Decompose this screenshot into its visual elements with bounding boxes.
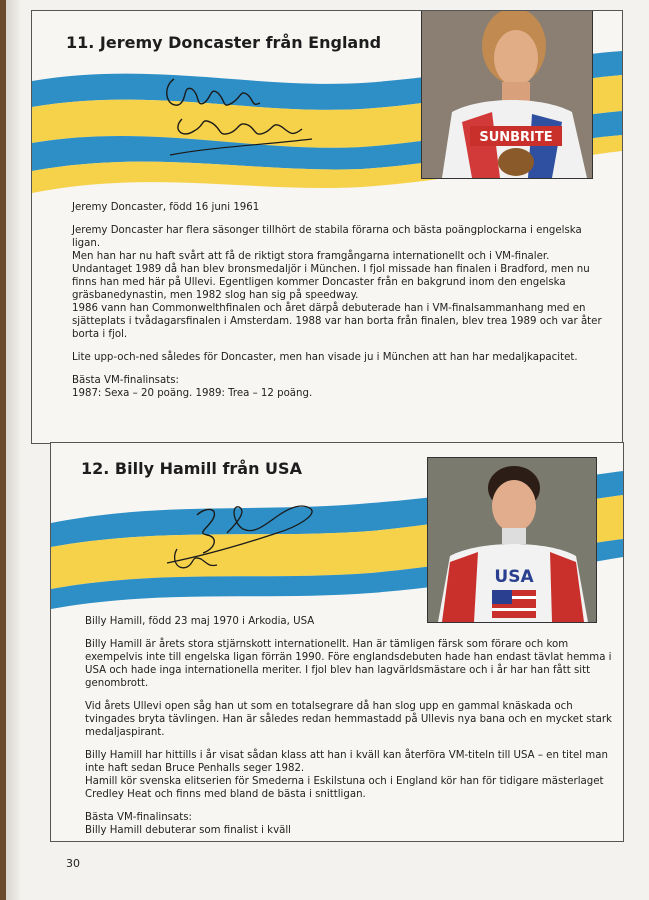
page-number: 30 xyxy=(66,857,80,870)
rider-portrait-icon xyxy=(422,10,592,178)
rider-photo-doncaster xyxy=(421,10,593,179)
page-fold-shadow xyxy=(6,0,20,900)
bio-paragraph: Vid årets Ullevi open såg han ut som en totalsegrare då han slog upp en gammal knäskada och tvingades bryta tävlingen. Han är således redan hemmastadd på Ullevis nya bana och en mycket stark medaljaspirant. xyxy=(85,701,612,738)
svg-text:SUNBRITE: SUNBRITE xyxy=(479,130,553,145)
autograph-signature xyxy=(152,67,322,167)
rider-portrait-icon xyxy=(428,458,596,622)
bio-paragraph: Hamill kör svenska elitserien för Smederna i Eskilstuna och i England kör han för tidigare mästerlaget Credley Heat och finns med bland de bästa i snittligan. xyxy=(85,776,604,800)
svg-text:USA: USA xyxy=(494,567,534,587)
best-result-label: Bästa VM-finalinsats: xyxy=(72,375,179,386)
best-result-label: Bästa VM-finalinsats: xyxy=(85,812,192,823)
rider-card-doncaster xyxy=(31,10,623,444)
bio-paragraph: Jeremy Doncaster har flera säsonger tillhört de stabila förarna och bästa poängplockarna i engelska ligan. xyxy=(72,225,582,249)
bio-paragraph: Billy Hamill är årets stora stjärnskott internationellt. Han är tämligen färsk som förare och kom exempelvis inte till engelska ligan förrän 1990. Före englandsdebuten hade han endast tävlat hemma i USA och hade inga internationella meriter. I fjol blev han lagvärldsmästare och i år har han fått sitt genombrott. xyxy=(85,639,612,689)
bio-paragraph: Men han har nu haft svårt att få de riktigt stora framgångarna internationellt och i VM-finaler. Undantaget 1989 då han blev bronsmedaljör i München. I fjol missade han finalen i Bradford, men nu finns han med här på Ullevi. Egentligen kommer Doncaster från en bakgrund inom den engelska gräsbanedynastin, men 1982 slog han sig på speedway. xyxy=(72,251,590,301)
bio-paragraph: Lite upp-och-ned således för Doncaster, men han visade ju i München att han har medaljkapacitet. xyxy=(72,352,578,363)
rider-bio-hamill xyxy=(85,615,615,837)
rider-card-hamill xyxy=(50,442,624,842)
rider-title: 11. Jeremy Doncaster från England xyxy=(66,33,382,52)
autograph-signature xyxy=(147,493,327,583)
rider-bio-doncaster xyxy=(72,201,612,400)
rider-photo-hamill xyxy=(427,457,597,623)
born-line: Billy Hamill, född 23 maj 1970 i Arkodia, USA xyxy=(85,616,315,627)
best-result-value: Billy Hamill debuterar som finalist i kväll xyxy=(85,825,292,836)
rider-title: 12. Billy Hamill från USA xyxy=(81,459,302,478)
bio-paragraph: 1986 vann han Commonwelthfinalen och året därpå debuterade han i VM-finalsammanhang med en sjätteplats i tvådagarsfinalen i Amsterdam. 1988 var han borta från finalen, blev trea 1989 och var åter borta i fjol. xyxy=(72,303,602,340)
born-line: Jeremy Doncaster, född 16 juni 1961 xyxy=(72,202,260,213)
bio-paragraph: Billy Hamill har hittills i år visat sådan klass att han i kväll kan återföra VM-titeln till USA – en titel man inte haft sedan Bruce Penhalls seger 1982. xyxy=(85,750,608,774)
booklet-page xyxy=(6,0,649,900)
best-result-value: 1987: Sexa – 20 poäng. 1989: Trea – 12 poäng. xyxy=(72,388,313,399)
